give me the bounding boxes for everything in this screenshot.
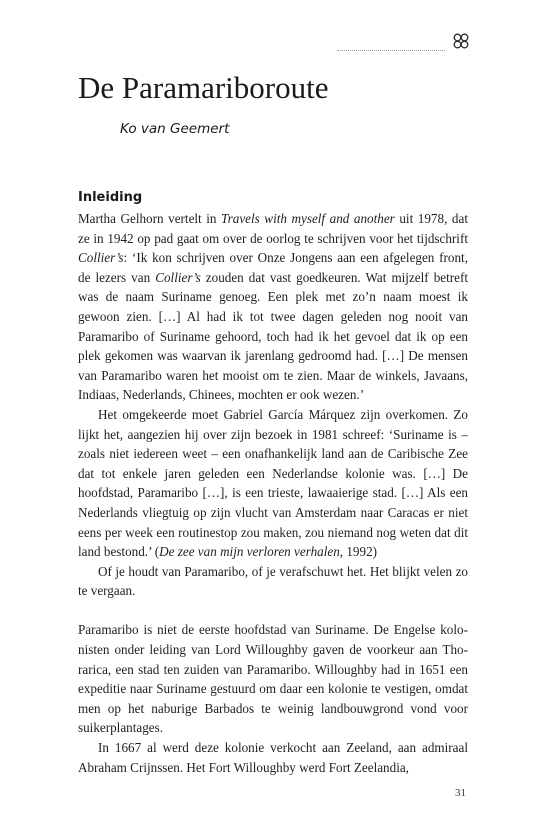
book-title-de-zee: De zee van mijn verloren verhalen <box>159 544 340 560</box>
magazine-title-colliers: Collier’s <box>78 250 124 266</box>
section-heading: Inleiding <box>78 190 143 205</box>
paragraph-2-text-1: Het omgekeerde moet Gabriel García Márquez zijn overkomen. Zo lijkt het, aangezien hij over zijn bezoek in 1981 schreef: ‘Suriname is – zoals niet iedereen weet – een onafhankelijk land aan de Caribische Zee dat tot enkele jaren geleden een Nederlandse kolonie was. […] De hoofdstad, Paramaribo […], is een trieste, lawaaierige stad. […] Als een Nederlands vliegtuig op zijn vlucht van Amsterdam naar Caracas er niet eens per week een routinestop zou maken, zou niemand nog weten dat dit land bestond.’ ( <box>78 406 468 560</box>
header-dotted-rule <box>337 50 445 51</box>
chapter-author: Ko van Geemert <box>120 121 230 137</box>
paragraph-4: Paramaribo is niet de eerste hoofdstad van Suriname. De Engelse kolonisten onder leiding van Lord Willoughby gaven de voorkeur aan Thorarica, een stad ten zuiden van Paramaribo. Willoughby had in 1651 een expeditie naar Suriname gestuurd om daar een kolonie te vestigen, omdat men op het naburige Barbados te weinig landbouwgrond vond voor suikerplantages. <box>78 622 468 736</box>
paragraph-1-text-3: : ‘Ik kon schrijven over Onze Jongens aan een afgelegen front, de lezers van <box>78 250 468 285</box>
paragraph-2-text-2: , 1992) <box>339 544 378 560</box>
page-number: 31 <box>455 787 466 799</box>
paragraph-1 <box>78 209 468 405</box>
body-text <box>78 209 468 777</box>
chapter-title: De Paramariboroute <box>78 70 329 105</box>
book-title-travels: Travels with myself and another <box>221 211 395 226</box>
paragraph-1-text-1: Martha Gelhorn vertelt in <box>78 211 222 226</box>
paragraph-1-text-4: zouden dat vast goedkeuren. Wat mijzelf betreft was de naam Suriname genoeg. Een plek met zo’n naam moest ik gewoon zien. […] Al had ik tot twee dagen geleden nog nooit van Paramaribo of Suriname gehoord, toch had ik het gevoel dat ik op een plek gekomen was waarvan ik jarenlang gedroomd had. […] De mensen van Paramaribo waren het mooist om te zien. Maar de winkels, Javaans, Indiaas, Nederlands, Chinees, mochten er ook wezen.’ <box>78 269 469 403</box>
paragraph-3: Of je houdt van Paramaribo, of je verafschuwt het. Het blijkt velen zo te vergaan. <box>78 563 468 599</box>
paragraph-5: In 1667 al werd deze kolonie verkocht aan Zeeland, aan admiraal Abraham Crijnssen. Het Fort Willoughby werd Fort Zeelandia, <box>78 740 468 775</box>
paragraph-1-text-2: uit 1978, dat ze in 1942 op pad gaat om over de oorlog te schrijven voor het tijdschrift <box>78 211 468 246</box>
magazine-title-colliers-2: Collier’s <box>155 269 201 285</box>
paragraph-2 <box>78 405 468 562</box>
double-loop-ornament-icon <box>451 31 471 51</box>
